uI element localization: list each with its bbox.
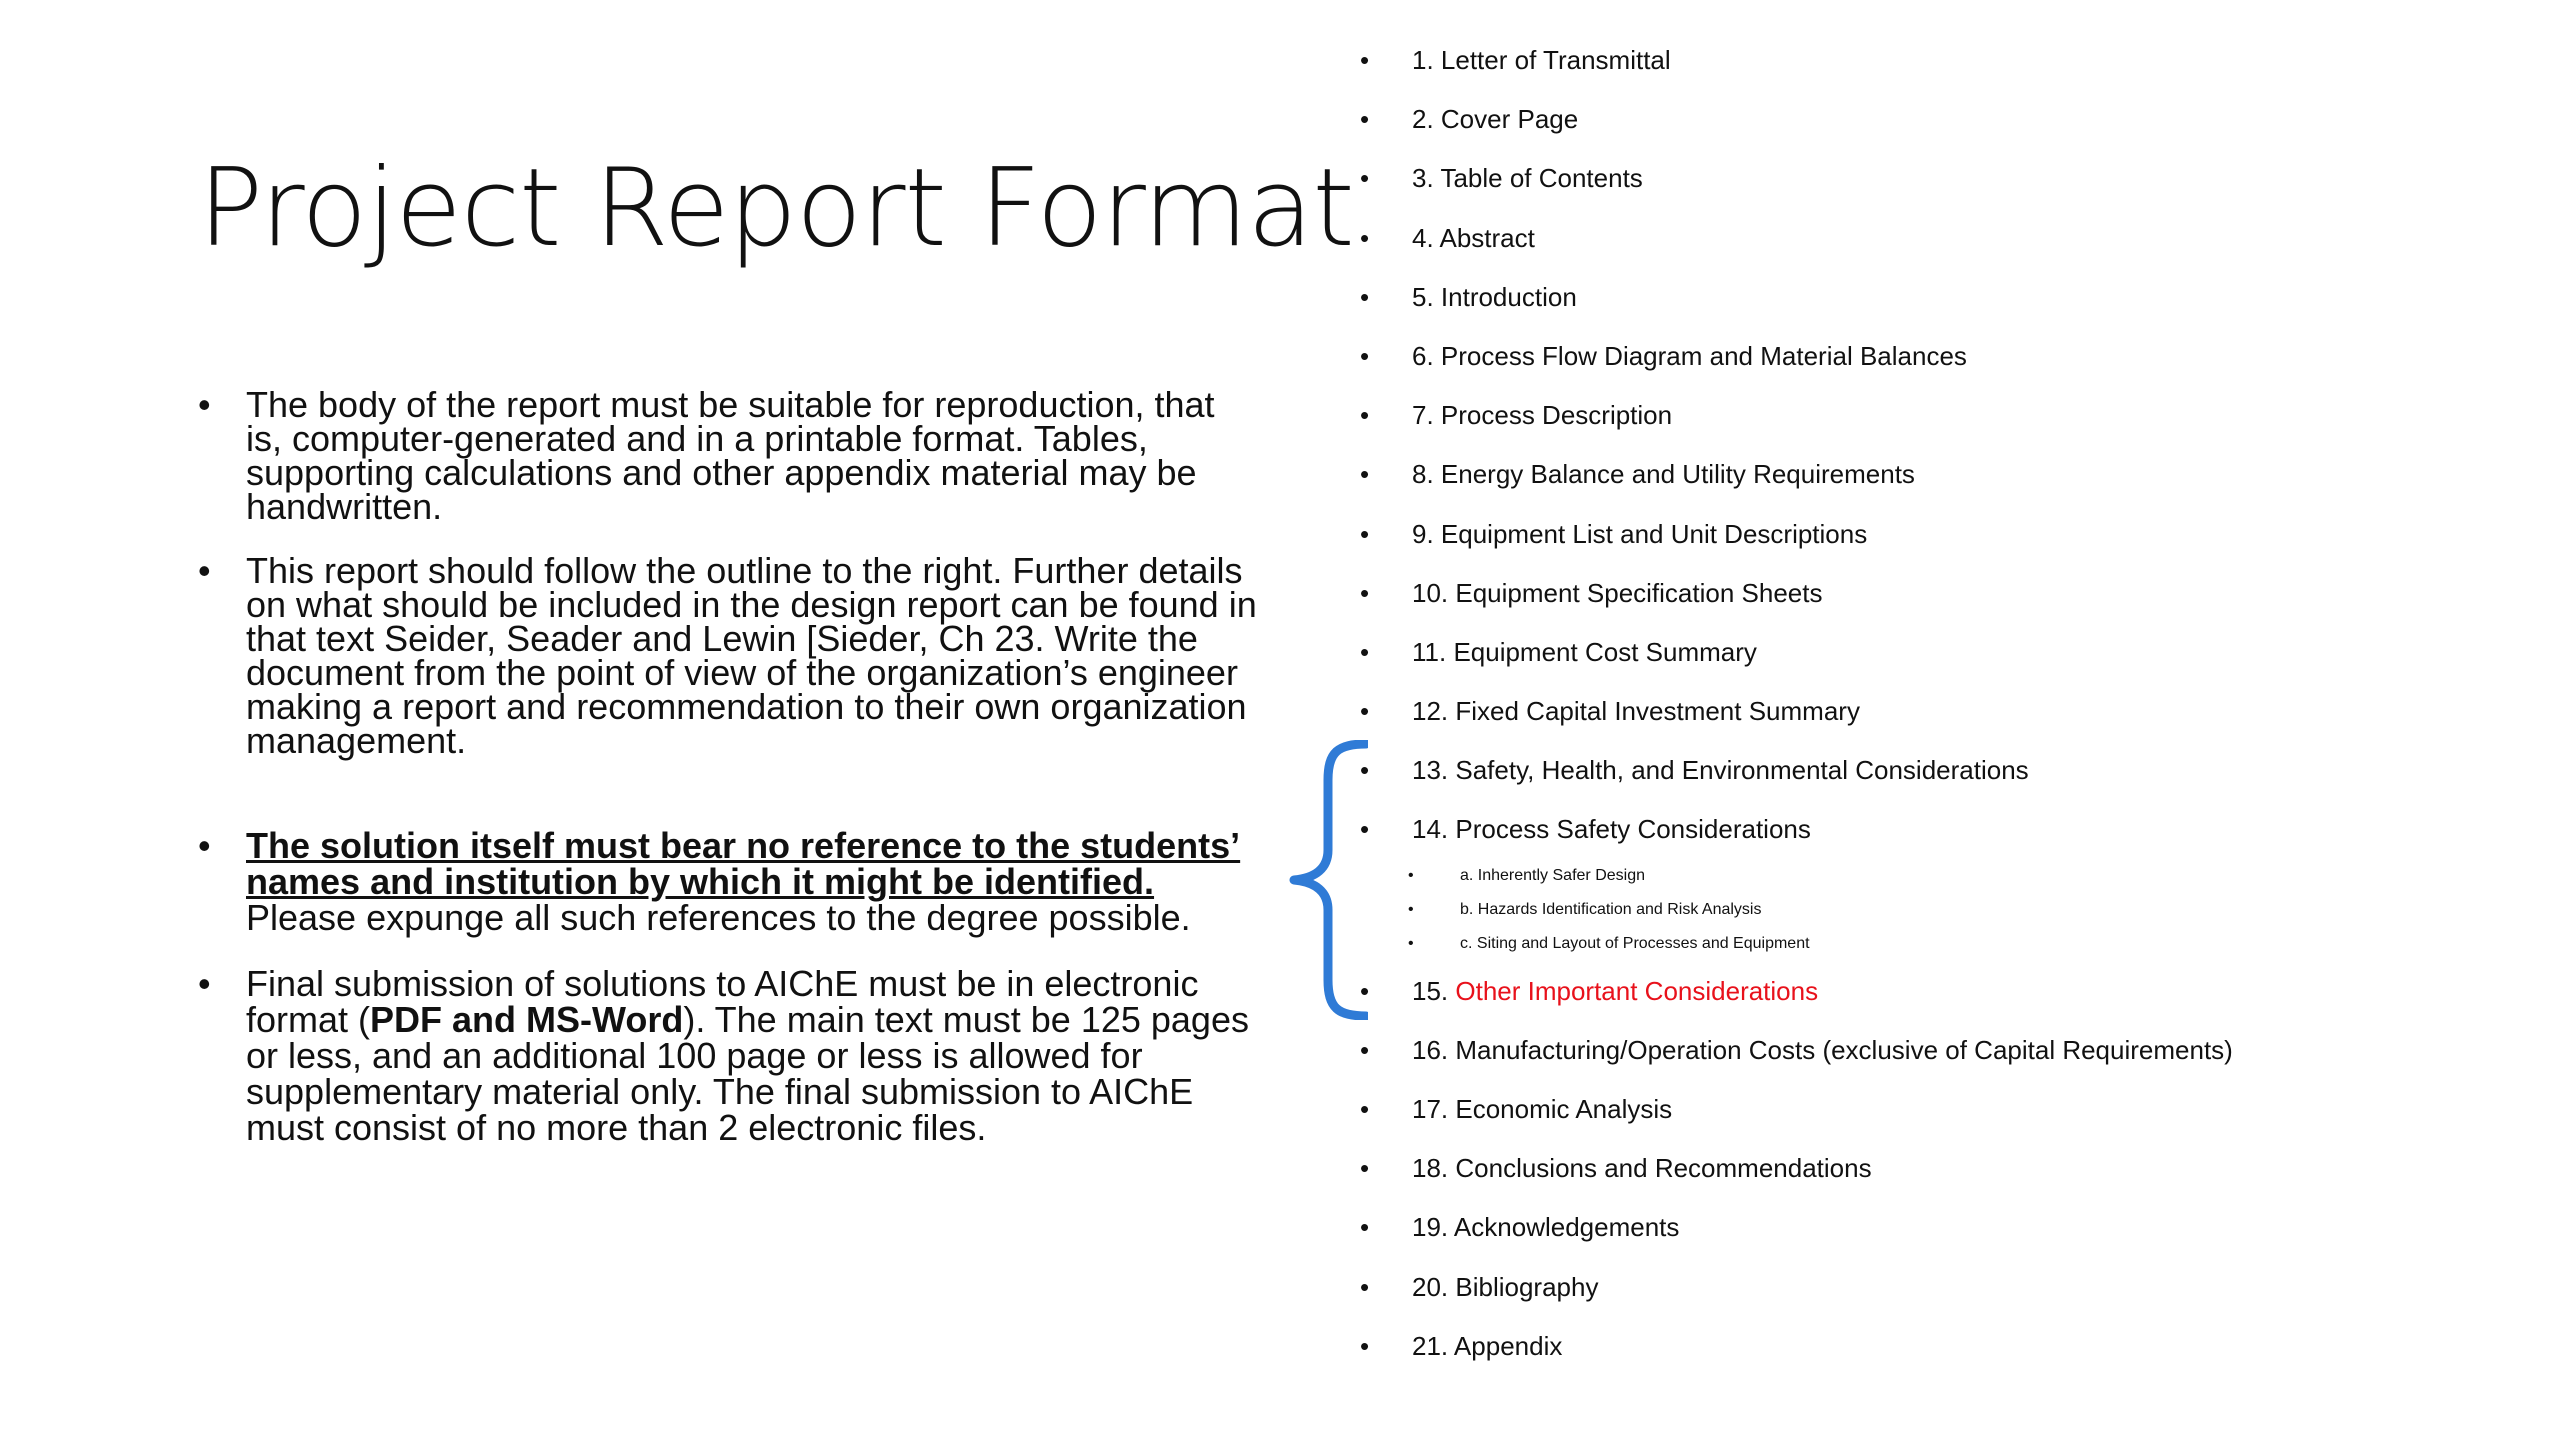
list-item bbox=[198, 550, 1258, 761]
list-item bbox=[1360, 1030, 2540, 1089]
sub-list-item bbox=[1360, 859, 2540, 893]
highlighted-text: Other Important Considerations bbox=[1455, 975, 1819, 1006]
outline-text: 6. Process Flow Diagram and Material Balances bbox=[1412, 340, 1967, 371]
bullet-icon: • bbox=[1360, 459, 1370, 490]
bullet-icon: • bbox=[1360, 518, 1370, 549]
list-item bbox=[1360, 158, 2540, 217]
outline-text: 21. Appendix bbox=[1412, 1330, 1563, 1361]
list-item bbox=[198, 825, 1258, 938]
list-item bbox=[1360, 632, 2540, 691]
outline-text: 20. Bibliography bbox=[1412, 1271, 1599, 1302]
bullet-icon: • bbox=[1360, 45, 1370, 75]
list-item bbox=[1360, 395, 2540, 454]
bullet-icon: • bbox=[1360, 163, 1370, 194]
sub-outline-text: b. Hazards Identification and Risk Analysis bbox=[1460, 900, 1762, 918]
bullet-icon: • bbox=[1360, 814, 1370, 845]
bullet-icon: • bbox=[198, 825, 211, 866]
bullet-text: This report should follow the outline to the right. Further details on what should be included in the design report can be found in that text Seider, Seader and Lewin [Sieder, Ch 23. Write the document from the point of view of the organization’s engineer making a report and recommendation to their own organization management. bbox=[246, 550, 1257, 761]
bold-text: PDF and MS-Word bbox=[370, 999, 684, 1040]
list-item bbox=[1360, 1089, 2540, 1148]
outline-text: 8. Energy Balance and Utility Requirements bbox=[1412, 459, 1915, 490]
list-item bbox=[1360, 277, 2540, 336]
bullet-icon: • bbox=[198, 963, 211, 1004]
left-content bbox=[198, 384, 1258, 1148]
outline-text: 5. Introduction bbox=[1412, 281, 1577, 312]
outline-text: 13. Safety, Health, and Environmental Considerations bbox=[1412, 755, 2029, 786]
bullet-icon: • bbox=[1360, 104, 1370, 135]
emphasis-text: The solution itself must bear no reference to the students’ names and institution by which it might be identified. bbox=[246, 825, 1241, 902]
bullet-icon: • bbox=[1360, 1330, 1370, 1361]
bullet-icon: • bbox=[1360, 1153, 1370, 1184]
bullet-icon: • bbox=[1360, 1271, 1370, 1302]
sub-outline-text: a. Inherently Safer Design bbox=[1460, 866, 1645, 884]
bullet-icon: • bbox=[1360, 636, 1370, 667]
sub-list-item bbox=[1360, 893, 2540, 927]
bullet-icon: • bbox=[1360, 222, 1370, 253]
bullet-text: ). The main text must be 125 pages or less, and an additional 100 page or less is allowed for supplementary material only. The final submission to AIChE must consist of no more than 2 electronic files. bbox=[246, 999, 1249, 1148]
bullet-icon: • bbox=[198, 384, 211, 425]
bullet-text: The body of the report must be suitable for reproduction, that is, computer-generated and in a printable format. Tables, supporting calculations and other appendix material may be handwritten. bbox=[246, 384, 1215, 527]
outline-text: 3. Table of Contents bbox=[1412, 163, 1643, 194]
outline-text: 19. Acknowledgements bbox=[1412, 1212, 1680, 1243]
list-item bbox=[1360, 691, 2540, 750]
outline-text: 12. Fixed Capital Investment Summary bbox=[1412, 696, 1860, 727]
sub-outline-list bbox=[1360, 859, 2540, 961]
list-item bbox=[1360, 1267, 2540, 1326]
outline-text: 16. Manufacturing/Operation Costs (exclusive of Capital Requirements) bbox=[1412, 1034, 2233, 1065]
list-item bbox=[1360, 218, 2540, 277]
bullet-icon: • bbox=[1360, 696, 1370, 727]
list-item bbox=[1360, 514, 2540, 573]
bullet-icon: • bbox=[1360, 1034, 1370, 1065]
outline-text: 15. bbox=[1412, 975, 1456, 1006]
bullet-icon: • bbox=[1360, 1212, 1370, 1243]
outline-list bbox=[1360, 40, 2540, 1385]
bullet-icon: • bbox=[1408, 866, 1414, 884]
list-item bbox=[1360, 99, 2540, 158]
outline-text: 18. Conclusions and Recommendations bbox=[1412, 1153, 1872, 1184]
outline-text: 11. Equipment Cost Summary bbox=[1412, 636, 1757, 667]
outline-text: 7. Process Description bbox=[1412, 400, 1673, 431]
bullet-icon: • bbox=[1360, 755, 1370, 786]
bullet-icon: • bbox=[1360, 400, 1370, 431]
slide-title: Project Report Format bbox=[198, 146, 1354, 271]
list-item bbox=[1360, 573, 2540, 632]
bullet-icon: • bbox=[198, 550, 211, 591]
list-item bbox=[1360, 454, 2540, 513]
outline-text: 1. Letter of Transmittal bbox=[1412, 45, 1671, 75]
bullet-text: Final submission of solutions to AIChE must be in electronic format ( bbox=[246, 963, 1199, 1040]
bullet-icon: • bbox=[1360, 281, 1370, 312]
bullet-icon: • bbox=[1360, 340, 1370, 371]
bullet-icon: • bbox=[1360, 1094, 1370, 1124]
left-bullet-list bbox=[198, 384, 1258, 1148]
list-item bbox=[198, 963, 1258, 1148]
outline-text: 10. Equipment Specification Sheets bbox=[1412, 577, 1823, 608]
bullet-icon: • bbox=[1360, 577, 1370, 608]
outline-text: 17. Economic Analysis bbox=[1412, 1094, 1673, 1124]
bullet-icon: • bbox=[1360, 975, 1370, 1006]
list-item bbox=[1360, 336, 2540, 395]
outline-text: 4. Abstract bbox=[1412, 222, 1535, 253]
outline-text: 14. Process Safety Considerations bbox=[1412, 814, 1811, 845]
list-item bbox=[1360, 1326, 2540, 1385]
list-item bbox=[198, 384, 1258, 527]
outline-text: 2. Cover Page bbox=[1412, 104, 1579, 135]
list-item bbox=[1360, 971, 2540, 1030]
list-item bbox=[1360, 1207, 2540, 1266]
sub-list-item bbox=[1360, 927, 2540, 961]
sub-outline-text: c. Siting and Layout of Processes and Equipment bbox=[1460, 934, 1810, 952]
list-item bbox=[1360, 1148, 2540, 1207]
list-item bbox=[1360, 750, 2540, 809]
bullet-icon: • bbox=[1408, 900, 1414, 918]
list-item bbox=[1360, 40, 2540, 99]
bullet-text: Please expunge all such references to the degree possible. bbox=[246, 897, 1191, 938]
brace-icon bbox=[1288, 740, 1368, 1020]
outline-text: 9. Equipment List and Unit Descriptions bbox=[1412, 518, 1868, 549]
bullet-icon: • bbox=[1408, 934, 1414, 952]
